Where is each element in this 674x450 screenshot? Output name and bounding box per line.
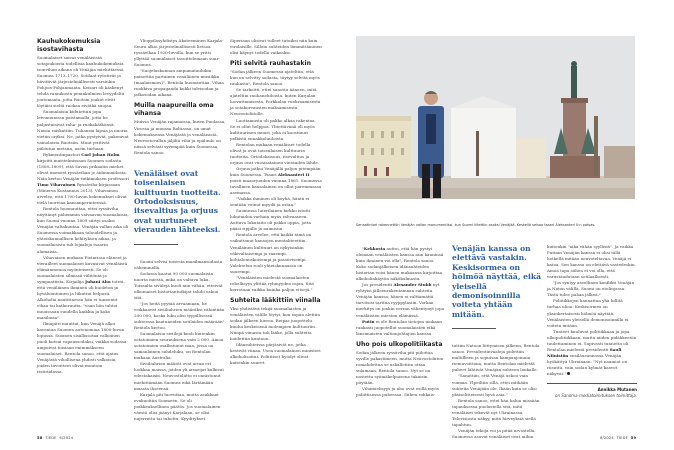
paragraph: Muissa Venäjän rajamaissa, kuten Puolassa, Virossa ja muussa Baltiassa, on omat kokemuksensa Venäjästä ja venäläisistä. Neuvostovallan jäljiltä viha ja epäluulo on niissä selvästi syvempää kuin Suomessa, Rentola sanoo. <box>134 119 226 155</box>
right-column-3 <box>547 244 637 399</box>
paragraph: "Kekkosta auttoi, että hän pystyi olemaan venäläisten kanssa niin känninsä kuin ihminen voi olla", Rentola sanoo. Koko sodanjälkeisen idänsuhteiden historian voisi hänen mukaansa kirjoittaa alkoholinkäytön näkökulmasta. <box>356 246 444 282</box>
paragraph: "Sodan jälkeen Suomessa ajateltiin, että kun on selvitty sodasta, täytyy selvitä myös rauhasta", Rentola sanoo. <box>230 69 320 87</box>
paragraph: Poliitikkojen kannattaa yhä hillitä turhaa uhoa. Keskisormea on yksinkertaisesti hölmöä näyttää. Venäläisten yleisellä demonisoinnilla ei voiteta mitään. <box>547 298 629 328</box>
photo-caption: Senaatintori rakennettiin Venäjän vallan monumentiksi, kun Suomi liitettiin osaksi Venäjää. Keskellä seisoo tsaari Aleksanteri II:n patsas. <box>356 223 596 227</box>
left-column-1 <box>37 38 129 375</box>
paragraph: Rentola arvelee, että kaikki tämä on vaikuttanut kansojen mentaliteettiin. Venäläinen kulttuuri on nykyisinkin väkivaltaisempi ja raaempi, kohtalonuskoisempi ja passiivisempi. Valehtelun rooli yhteiskunnassa on suurempi. <box>230 232 312 274</box>
person-name: Kekkosta <box>363 246 386 251</box>
paragraph: Karjala piti luovuttaa, mutta asukkaat evakuoitiin Suomeen. Se oli poikkeuksellinen päätös. Jos suomalainen väestö olisi jäänyt Karjalaan, se olisi nujerrettu tai tuhottu. Kyyditykset <box>134 391 221 421</box>
paragraph: Rentola sanoo, ettei hän halua missään tapauksessa puolustella sitä, mitä venäläiset tekevät nyt Ukrainassa. Televisiosta näkyy, mitä hirveyksiä siellä tapahtuu. <box>452 397 540 427</box>
left-column-2 <box>134 38 226 422</box>
left-column-3 <box>230 38 322 366</box>
paragraph: Ylioppilasyhdistys Akateeminen Karjala-Seura alkoi järjestelmällisesti lietsoa ryssävihaa 1920-luvulla, kun se yritti yllyttää suomalaiset tavoittelemaan suur-Suomea. <box>134 38 224 68</box>
issue-number: 6/2024 <box>59 436 74 440</box>
end-mark-icon <box>567 372 570 375</box>
paragraph: "Vaikka ihminen oli köyhä, häntä ei sentään voinut myydä ja ostaa." <box>230 196 310 208</box>
photo-illustration <box>356 36 635 199</box>
paragraph: Suomessa luterilainen kirkko istutti lukutaidon varhain myös rahvaaseen. Auttava lukutaito oli pakko oppia, jotta pääsi rippille ja naimisiin. <box>230 208 311 232</box>
person-name: Aleksanteri II <box>277 171 310 177</box>
subheading: Muilla naapureilla oma vihansa <box>134 102 214 118</box>
paragraph: Rentola huomauttaa, ettei ryssäviha näyttänyt pahemmin vaivaavan suomalaisia, kun Suomi vuonna 1809 siirtyi osaksi Venäjän valtakuntaa. Venäjän vallan aika oli Suomessa voimakkaan taloudellisen ja yhteiskunnallisen kehityksen aikaa, ja suomalaisista tuli lojaaleja tsaarin alamaisia. <box>37 206 129 254</box>
paragraph: Suomalaisia siviilejä kuoli kuitenkin sotatoimien seurauksena vain 2 000. Ainoa sotatoimien osallistunut maa, jossa on samanlainen suhdeluku, on Rentolan mukaan Australia. <box>134 331 224 361</box>
paragraph: Idänsuhteissa pärjäsivät ne, jotka kestivät viinaa. Usea suomalainen ministeri alkoholisoitui. Poliittiset hyödyt olivat kuitenkin suuret. <box>230 342 321 366</box>
paragraph: kuitenkin "aika vähän syyllisiä". Ja vaikka Putinin Venäjän kanssa ei olisi tällä hetkellä mitään neuvoteltavaa, Venäjä ei katoa. Sen kanssa on elettävä vastedeskin. Ainoa tapa siihen ei voi olla, että varustaudutaan sotilaallisesti. <box>547 244 636 280</box>
paragraph: "Sanottiin, että Venäjä uskoo vain voimaa. Ylpeiltiin sillä, ettei mitkään suhteita Venäjään ole. Ikään kuin se olisi yksiselitteisesti hyvä asia." <box>452 373 537 397</box>
paragraph: Vihavaisen mukaan Pietarissa eläneet ja vierailleet suomalaiset kuvasivat venäläistä elämänmenoa myönteisesti. Se oli suomalaisten silmissä välitöntä ja sympaattista. Kirjailija Juhani Aho totesi, että venäläinen ihminen oli huoleton ja hyväluontoinen ja liikuttui helposti. Alkoholia nautittaessa hän ei tunnenut vihaa tai katkeruutta, "vaan hän tahtoi innoissaan suudella kaikkia ja koko maailmaa". <box>37 254 128 321</box>
paragraph: Putin ei ole Rentolan tietojen mukaan rankasti juopotellut suomalaisten eikä länsimaisten valtionjohtajien kanssa. <box>356 318 442 336</box>
person-name: Timo Vihavainen <box>37 181 76 187</box>
paragraph: Siviiliuhrien määrät ovat aivan eri luokkaa maissa, joiden yli armeijat kulkivat edestakaisin. Neuvostoliitto ei onnistunut miehittämään Suomea eikä lärtämään maasta ihseensä. <box>134 361 224 391</box>
paragraph: Ilmapiiri muuttui, kun Venäjä alkoi kaventaa Suomen autonomiaa 1800-luvun lopussa. Suomen sisällissotaa valkoinen puoli kutsui vapaussodaksi, vaikka sodassa ampuivat toisiaan enimmäkseen suomalaiset. Rentola sanoo, että ajatus Venäjästä vihollisena yhdisti valkoisia, joiden tavoitteet olivat muutoin ristiriidassa. <box>37 321 127 375</box>
person-name: Carl Johan Holm <box>81 151 120 157</box>
person-name: Alexander Stubb <box>393 282 432 288</box>
paragraph: Suomalaisia kidutettiin jopa leivinuunissa paistamalla, jotta he paljastaisivat raha- ja ruokakätkönsä. Naisia raiskattiin. Tuhansia lapsia ja nuoria vietiin orjiksi. Ne, jotka pystyivät, pakenivat vainolaista Ruotsiin. Muut yrittivät piiloutua metsiin, usein turhaan. <box>37 109 129 151</box>
paragraph: Rykmentinpastori Carl Johan Holm kirjoitti muistelmissaan Suomen sodasta (1808–1809), että Savon prikaatin miehet olivat imeneet ryssävihan jo äidinmaidosta. Näin kertoo Venäjän-tutkimuksen professori Timo Vihavainen Ryssäviha-kirjassaan (Minerva Kustannus 2013). Vihavainen arvelee, että 1700-luvun kokemukset olivat vielä tuoreina kansanperinteessä. <box>37 151 129 206</box>
paragraph: Suomi selvisi toisesta maailmansodasta vähemmällä. <box>134 258 223 270</box>
paragraph: Luottamusta oli pakko alkaa rakentaa. Se ei ollut helppoa. Ylitettävänä oli myös kulttuurinen muuri, joka ei koostunut pelkistä ennakkoluuloista. <box>230 117 316 141</box>
paragraph: Siperiaan olisivat tulleet tutuiksi niin kuin virolaisille. Silloin suhteiden lämmittäminen olisi käynyt todella vaikeaksi. <box>230 38 322 56</box>
right-column-1 <box>356 246 446 398</box>
subheading: Suhteita lääkittiin viinalla <box>230 296 321 304</box>
pull-quote: Venäjän kanssa on elettävä vastakin. Keskisormea on hölmöä näyttää, eikä yleisellä demonisoinnilla voiteta yhtään mitään. <box>452 244 542 319</box>
paragraph: "Suojeluskunnan ampumataulukin painettiin partainen venäläinen musiikka (maalaismies)", Rentola huomauttaa. Vihaa ruokkiva propaganda kukki talvisodan ja jatkosodan aikana. <box>134 68 224 98</box>
left-footer <box>37 436 73 440</box>
paragraph: Tunteet kuuluvat politiikkaan ja jopa ulkopolitiikkaan, mutta niiden pidäkkeetön tuulettaminen ei. Sopivasti tunnetta oli Rentolan mielestä presidentti Sauli Niinistön ensiläusunnossa Venäjän hyökättyä Ukrainaan: "Nyt naamiot on riisuttu, vain sodan kylmät kasvot näkyvät." <box>547 328 637 376</box>
page-number: 59 <box>630 436 637 440</box>
paragraph: Se tarkoitti, ettei sanottu ääneen, mitä ajateltiin rauhanehdoista, kuten Karjalan luovuttamisesta, Porkkalan vuokraamisesta ja sotakorvausten maksamisesta Neuvostoliitolle. <box>230 87 321 117</box>
subheading: Piti selvitä rauhastakin <box>230 60 311 68</box>
subheading: Kauhukokemuksia isostavihasta <box>37 38 101 53</box>
right-column-2 <box>452 244 542 440</box>
pull-quote: Venäläiset ovat toisenlaisen kulttuurin tuotteita. Ortodoksisuus, itsevaltius ja orjuus ovat uurtuneet vierauden lähteeksi. <box>134 168 221 235</box>
paragraph: Sodan jälkeen ryssäviha piti piilottaa syville pakastimeen, mutta Neuvostoliiton romahdettua se uskallettiin ottaa sulamaan, Rentola sanoo. Nyt se on nostettu syömäkelpoisena takaisin pöytään. <box>356 349 444 385</box>
author-name: Annikka Mutanen <box>597 387 637 393</box>
person-name: Juhani Aho <box>85 278 111 284</box>
author-signature <box>547 387 637 399</box>
paragraph: tuttiin Natoon liittymisen jälkeen, Rentola sanoo. Presidentinvaaleja pidettiin maltillisen ja sopuisan kampanjoinnin riemuvoittona, mutta Rentolan mielestä puheet lähtivät Venäjän suhteen laukalle. <box>452 343 540 373</box>
divider <box>134 244 178 245</box>
author-role: on Sanoma-mediatoimituksen toimittaja. <box>555 393 637 399</box>
paragraph: Vihamielisyys ja uho ovat esillä myös poliittisessa puheessa. Siihen rohkais- <box>356 385 439 398</box>
divider <box>547 383 637 384</box>
paragraph: Suomalaiset saivat venäläisistä sotajoukoista todellisia kauhukokemuksia isonvihan aikana eli Venäjän miehittäessä Suomea 1713–1720. Sotilaat ryöstivät ja hävittivät järjestelmällisesti varsinkin Pohjois-Pohjanmaata. Keisari oli käskenyt tehdä rannikosta peninkulmien levyydeltä joutomaata, jotta Ruotsin joukot eivät löytäisi sieltä ruokaa eivätkä suojaa. <box>37 55 125 109</box>
issue-number: 6/2024 <box>600 436 614 440</box>
paragraph: Rentolan mukaan venäläiset todella olivat ja ovat toisenlaisen kulttuurin tuotteita. Ortodoksisuus, itsevaltius ja orjuus ovat vuosisatainen vierauden lähde. <box>230 141 320 165</box>
paragraph: "Jos heitä pyytää arvaamaan, he veikkaavat siviiliuhrien määräksi vähintään 200 000, koska luku olisi tyypillisessä suhteessa kaatuneiden sotilaiden määrään", Rentola kertoo. <box>134 300 226 331</box>
photo-senate-square <box>356 36 635 199</box>
person-name: Putin <box>362 318 375 324</box>
paragraph: Sodassa kuatui 90 000 suomalaista nuorta miestä, mikä on valtava luku. Toisaalta siviilejä kuoli niin vähän, etteivät ulkomaiset historiantutkijat tahdo uskoa sitä. <box>134 270 223 300</box>
magazine-name: TIEDE <box>616 436 629 440</box>
right-footer <box>600 436 636 440</box>
paragraph: Yksi yhdistävä tekijä suomalaisten ja venäläisten välille löytyi, kun sopua alettiin sodan jälkeen hieroa. Reipas juopottelu kuului keskeisenä molempien kulttuuriin. Niinpä viinasta tuli lääke, jolla suhteita hoidettiin kuntoon. <box>230 305 320 342</box>
paragraph: Orjuus jatkui Venäjällä paljon pitempään kuin Suomessa. Tsaari Aleksanteri II poisti maaorjuuden vuonna 1861. Suomessa tavallinen kansalainen on ollut paremmassa asemassa. <box>230 165 322 196</box>
paragraph: "Jos syntyy aseellinen konflikti Venäjän ja Naton välillä, Suomi on etulinjassa. Tästä tulee pahaa jälkeä." <box>547 280 635 298</box>
paragraph: Venäjän tekoja voi ja pitää arvostella. Suomessa asuvat venäläiset ovat niihin <box>452 427 536 439</box>
divider <box>452 328 496 329</box>
paragraph: "Venäläisten mielestä suomalaisten rehellisyys ylittää ryhmyyden rajan. Sitä kerrotaan vaikka kuinka paljon vitsejä." <box>230 274 314 292</box>
paragraph: Jos presidentti Alexander Stubb nyt ryhtyisi jälleenrakentamaan suhteita Venäjän kanssa, hänen ei välttämättä tarvitsisi tarttua ryyppylasiin. Vorkan merkitys on jonkin verran vähentynyt jopa venäläisten miesten elämässä. <box>356 282 445 318</box>
subheading: Uho pois ulkopolitiikasta <box>356 340 443 348</box>
magazine-name: TIEDE <box>45 436 57 440</box>
page-number: 58 <box>37 436 43 440</box>
person-name: Sauli Niinistön <box>547 346 622 358</box>
